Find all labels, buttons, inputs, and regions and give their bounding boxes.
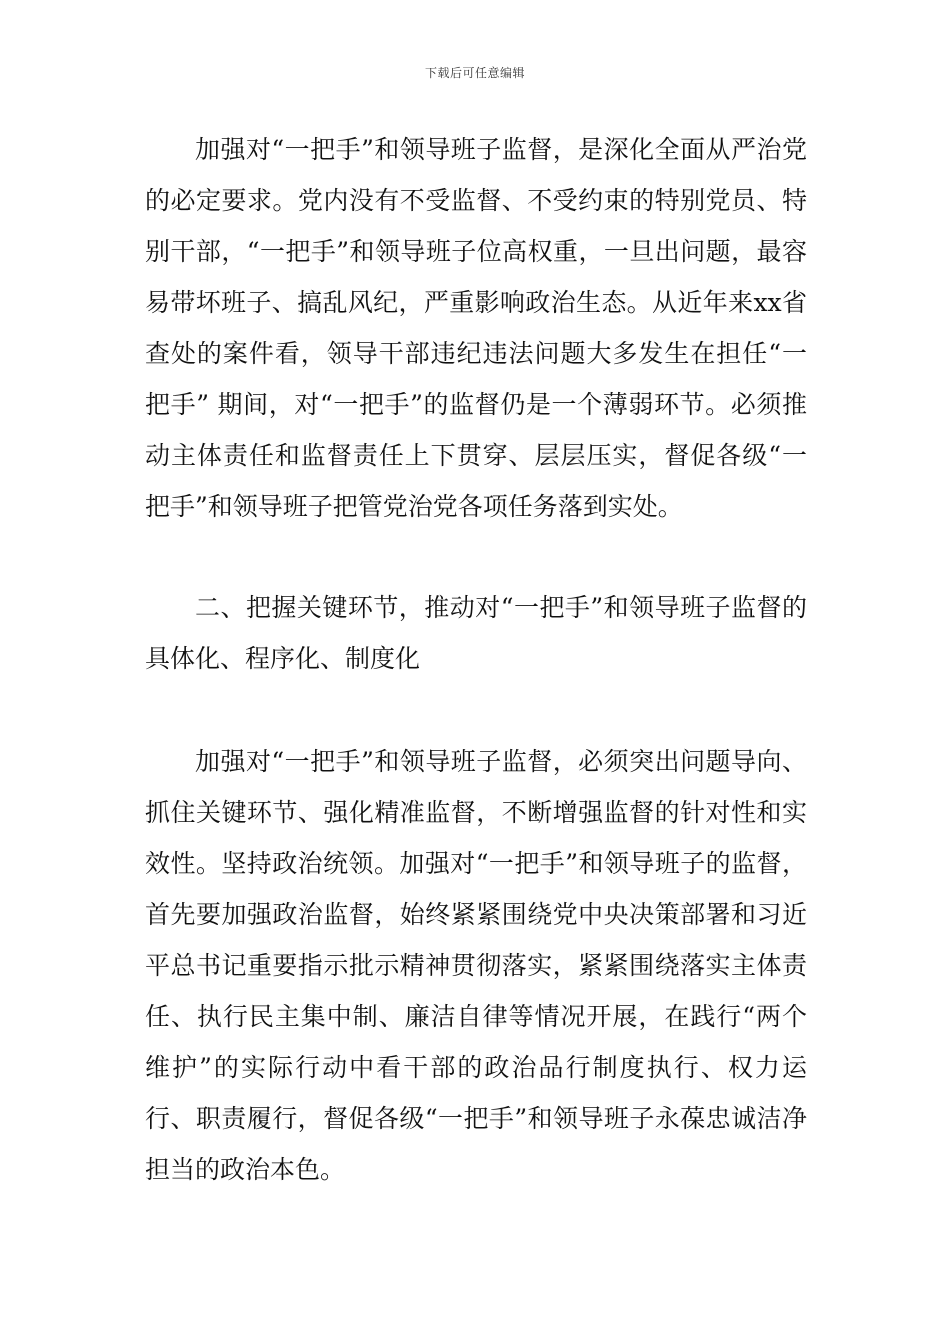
section-heading: 二、把握关键环节，推动对“一把手”和领导班子监督的具体化、程序化、制度化 [145, 593, 807, 673]
page-header: 下载后可任意编辑 [424, 66, 525, 80]
paragraph-2: 加强对“一把手”和领导班子监督，必须突出问题导向、抓住关键环节、强化精准监督，不断增强监督的针对性和实效性。坚持政治统领。加强对“一把手”和领导班子的监督，首先要加强政治监督，始终紧紧围绕党中央决策部署和习近平总书记重要指示批示精神贯彻落实，紧紧围绕落实主体责任、执行民主集中制、廉洁自律等情况开展，在践行“两个维护”的实际行动中看干部的政治品行制度执行、权力运行、职责履行，督促各级“一把手”和领导班子永葆忠诚洁净担当的政治本色。 [145, 747, 807, 1184]
document-body [145, 124, 807, 1195]
paragraph-1: 加强对“一把手”和领导班子监督，是深化全面从严治党的必定要求。党内没有不受监督、不受约束的特别党员、特别干部，“一把手”和领导班子位高权重，一旦出问题，最容易带坏班子、搞乱风纪，严重影响政治生态。从近年来xx省查处的案件看，领导干部违纪违法问题大多发生在担任“一把手” 期间，对“一把手”的监督仍是一个薄弱环节。必须推动主体责任和监督责任上下贯穿、层层压实，督促各级“一把手”和领导班子把管党治党各项任务落到实处。 [145, 135, 807, 521]
